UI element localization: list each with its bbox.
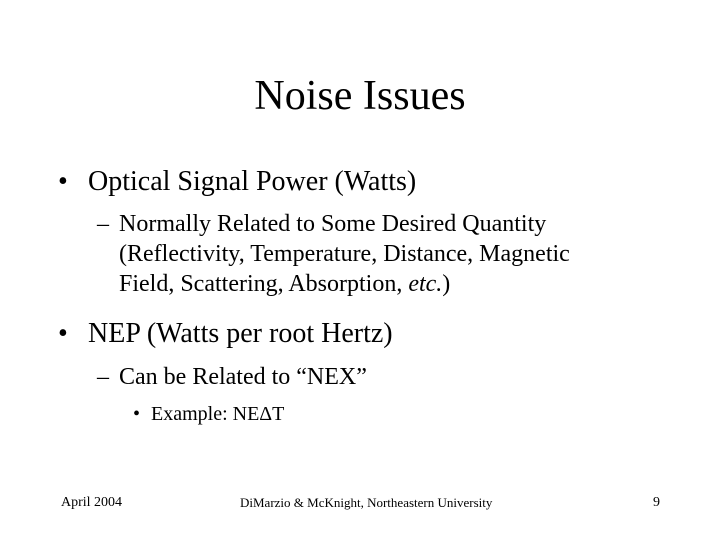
sub-bullet-line-3-prefix: Field, Scattering, Absorption, [119,271,409,297]
sub-bullet-line-2: (Reflectivity, Temperature, Distance, Magnetic [119,241,570,267]
sub-sub-bullet-example [133,402,633,426]
sub-sub-bullet-dot: • [133,403,141,425]
bullet-dot: • [58,318,68,349]
sub-bullet-text: Can be Related to “NEX” [119,364,367,390]
sub-bullet-line-3-italic: etc. [408,271,443,297]
sub-bullet-line-3 [119,269,450,299]
footer-credit: DiMarzio & McKnight, Northeastern University [240,495,493,510]
slide-title: Noise Issues [254,73,466,119]
bullet-optical-signal-power [58,166,678,198]
sub-bullet-dash: – [97,364,109,390]
bullet-text: Optical Signal Power (Watts) [88,166,417,197]
bullet-text: NEP (Watts per root Hertz) [88,318,393,349]
sub-bullet-line-3-suffix: ) [442,271,451,297]
sub-bullet-dash: – [97,211,109,237]
sub-bullet-line-1: Normally Related to Some Desired Quantity [119,211,547,237]
sub-bullet-nex [97,362,697,392]
bullet-nep [58,318,678,350]
footer-date: April 2004 [61,495,123,510]
sub-sub-bullet-text: Example: NEΔT [151,403,285,425]
bullet-dot: • [58,166,68,197]
sub-bullet-normally-related [97,209,697,299]
footer-page-number: 9 [653,495,660,510]
